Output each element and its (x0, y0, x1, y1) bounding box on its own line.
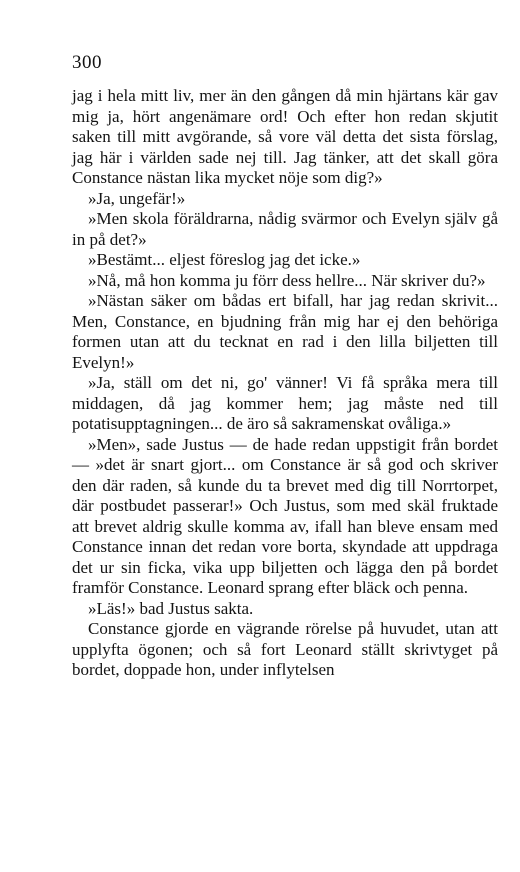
paragraph: »Nå, må hon komma ju förr dess hellre... När skriver du?» (88, 270, 486, 290)
paragraph: »Ja, ungefär!» (88, 188, 186, 208)
paragraph: Constance gjorde en vägrande rörelse på huvudet, utan att upplyfta ögonen; och så fort Leonard ställt skrivtyget på bordet, doppade hon, under inflytelsen (72, 619, 498, 679)
body-text (72, 86, 498, 681)
paragraph: »Bestämt... eljest föreslog jag det icke.» (88, 250, 361, 269)
paragraph: »Men skola föräldrarna, nådig svärmor och Evelyn själv gå in på det?» (72, 209, 498, 249)
paragraph: jag i hela mitt liv, mer än den gången då min hjärtans kär gav mig ja, hört angenämare ord! Och efter hon redan skjutit saken till mitt avgörande, så vore väl detta det sista förslag, jag här i världen sade nej till. Jag tänker, att det skall göra Constance nästan lika mycket nöje som dig?» (72, 86, 498, 187)
paragraph: »Men», sade Justus — de hade redan uppstigit från bordet — »det är snart gjort... om Constance är så god och skriver den där raden, så kunde du ta brevet med dig till Norrtorpet, där postbudet passerar!» Och Justus, som med skäl fruktade att brevet aldrig skulle komma av, ifall han bleve ensam med Constance innan det redan vore borta, skyndade att uppdraga det ur sin ficka, vika upp biljetten och lägga den på bordet framför Constance. Leonard sprang efter bläck och penna. (72, 434, 498, 597)
paragraph: »Läs!» bad Justus sakta. (88, 598, 254, 618)
paragraph: »Nästan säker om bådas ert bifall, har jag redan skrivit... Men, Constance, en bjudning från mig har ej den behöriga formen utan att du tecknat en rad i den lilla biljetten till Evelyn!» (72, 291, 498, 372)
page-number: 300 (72, 52, 102, 73)
paragraph: »Ja, ställ om det ni, go' vänner! Vi få språka mera till middagen, då jag kommer hem; jag måste ned till potatisupptagningen... de äro så sakramenskat ovåliga.» (72, 373, 498, 433)
